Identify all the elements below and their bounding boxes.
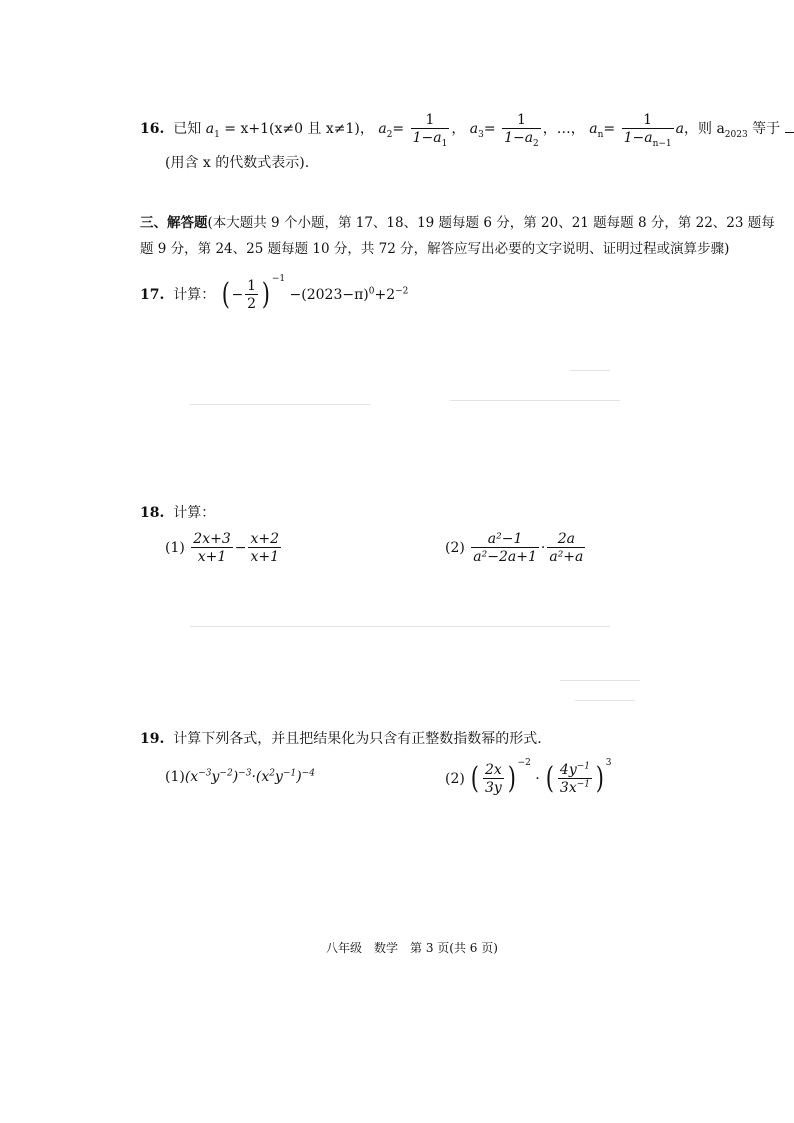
scan-noise bbox=[570, 370, 610, 371]
section3-line1: 三、解答题(本大题共 9 个小题，第 17、18、19 题每题 6 分，第 20、21 题每题 8 分，第 22、23 题每 bbox=[140, 215, 775, 231]
q16-frac-a3: $\frac{1}{1-a_2}$ bbox=[504, 112, 539, 149]
section3-line2: 题 9 分，第 24、25 题每题 10 分，共 72 分，解答应写出必要的文字说明、证明过程或演算步骤) bbox=[140, 241, 730, 257]
scan-noise bbox=[575, 700, 635, 701]
q16-frac-a2: $\frac{1}{1-a_1}$ bbox=[412, 112, 448, 149]
answer-blank[interactable] bbox=[785, 119, 794, 133]
scan-noise bbox=[190, 404, 370, 405]
q17-label: 计算： bbox=[173, 287, 216, 304]
q17-line: 17. 计算： ( − $\frac{1}{2}$ ) $^{-1} -(2023-\pi)^0+2^{-2}$ bbox=[140, 274, 409, 313]
q16-number: 16. bbox=[140, 121, 165, 138]
q18-part1: (1) $\frac{2x+3}{x+1}$ − $\frac{x+2}{x+1}$ bbox=[165, 531, 280, 566]
section3-title: 三、解答题 bbox=[140, 215, 208, 231]
q18-header: 18. 计算： bbox=[140, 505, 216, 521]
q19-p2-frac2: $\frac{4y^{-1}}{3x^{-1}}$ bbox=[559, 761, 591, 797]
q18-p2-frac1: $\frac{\text{a²−1}}{\text{a²−2a+1}}$ bbox=[473, 531, 537, 566]
q16-frac-an: $\frac{1}{1-a_{n-1}}$ bbox=[623, 112, 672, 149]
q19-part2: (2) ( $\frac{2x}{3y}$ ) $^{-2}$ · ( $\frac{4y^{-1}}{3x^{-1}}$ ) $^3$ bbox=[445, 758, 612, 797]
q18-p1-frac1: $\frac{2x+3}{x+1}$ bbox=[193, 531, 231, 566]
q19-header: 19. 计算下列各式，并且把结果化为只含有正整数指数幂的形式. bbox=[140, 731, 542, 747]
page-footer: 八年级 数学 第 3 页(共 6 页) bbox=[326, 941, 498, 955]
q19-label: 计算下列各式，并且把结果化为只含有正整数指数幂的形式. bbox=[173, 731, 542, 747]
q19-part1: $(1)(x^{-3}y^{-2})^{-3}\cdot(x^2y^{-1})^{-4}$ bbox=[165, 768, 315, 785]
q18-label: 计算： bbox=[173, 505, 216, 521]
scan-noise bbox=[560, 680, 640, 681]
q18-part2: (2) $\frac{\text{a²−1}}{\text{a²−2a+1}}$ · $\frac{2a}{\text{a²+a}}$ bbox=[445, 531, 584, 566]
q17-frac: $\frac{1}{2}$ bbox=[247, 278, 257, 313]
q16-line2: (用含 x 的代数式表示). bbox=[165, 155, 310, 171]
scan-noise bbox=[450, 400, 620, 401]
scan-noise bbox=[190, 626, 610, 627]
q18-p2-frac2: $\frac{2a}{\text{a²+a}}$ bbox=[549, 531, 584, 566]
q16-line1: 16. 已知 $a_1 = x+1(x\ne 0$ 且 x≠1)， $a_2=$ $\frac{1}{1-a_1}$ ， $a_3=$ $\frac{1}{1-a_2}$ ，…， $a_n=$ $\frac{1}{1-a_{n-1}}$ a，则 $a_{2023}$ 等于 bbox=[140, 112, 794, 146]
q19-p2-frac1: $\frac{2x}{3y}$ bbox=[485, 762, 502, 797]
q16-intro: 已知 bbox=[173, 121, 202, 138]
q18-p1-frac2: $\frac{x+2}{x+1}$ bbox=[250, 531, 280, 566]
